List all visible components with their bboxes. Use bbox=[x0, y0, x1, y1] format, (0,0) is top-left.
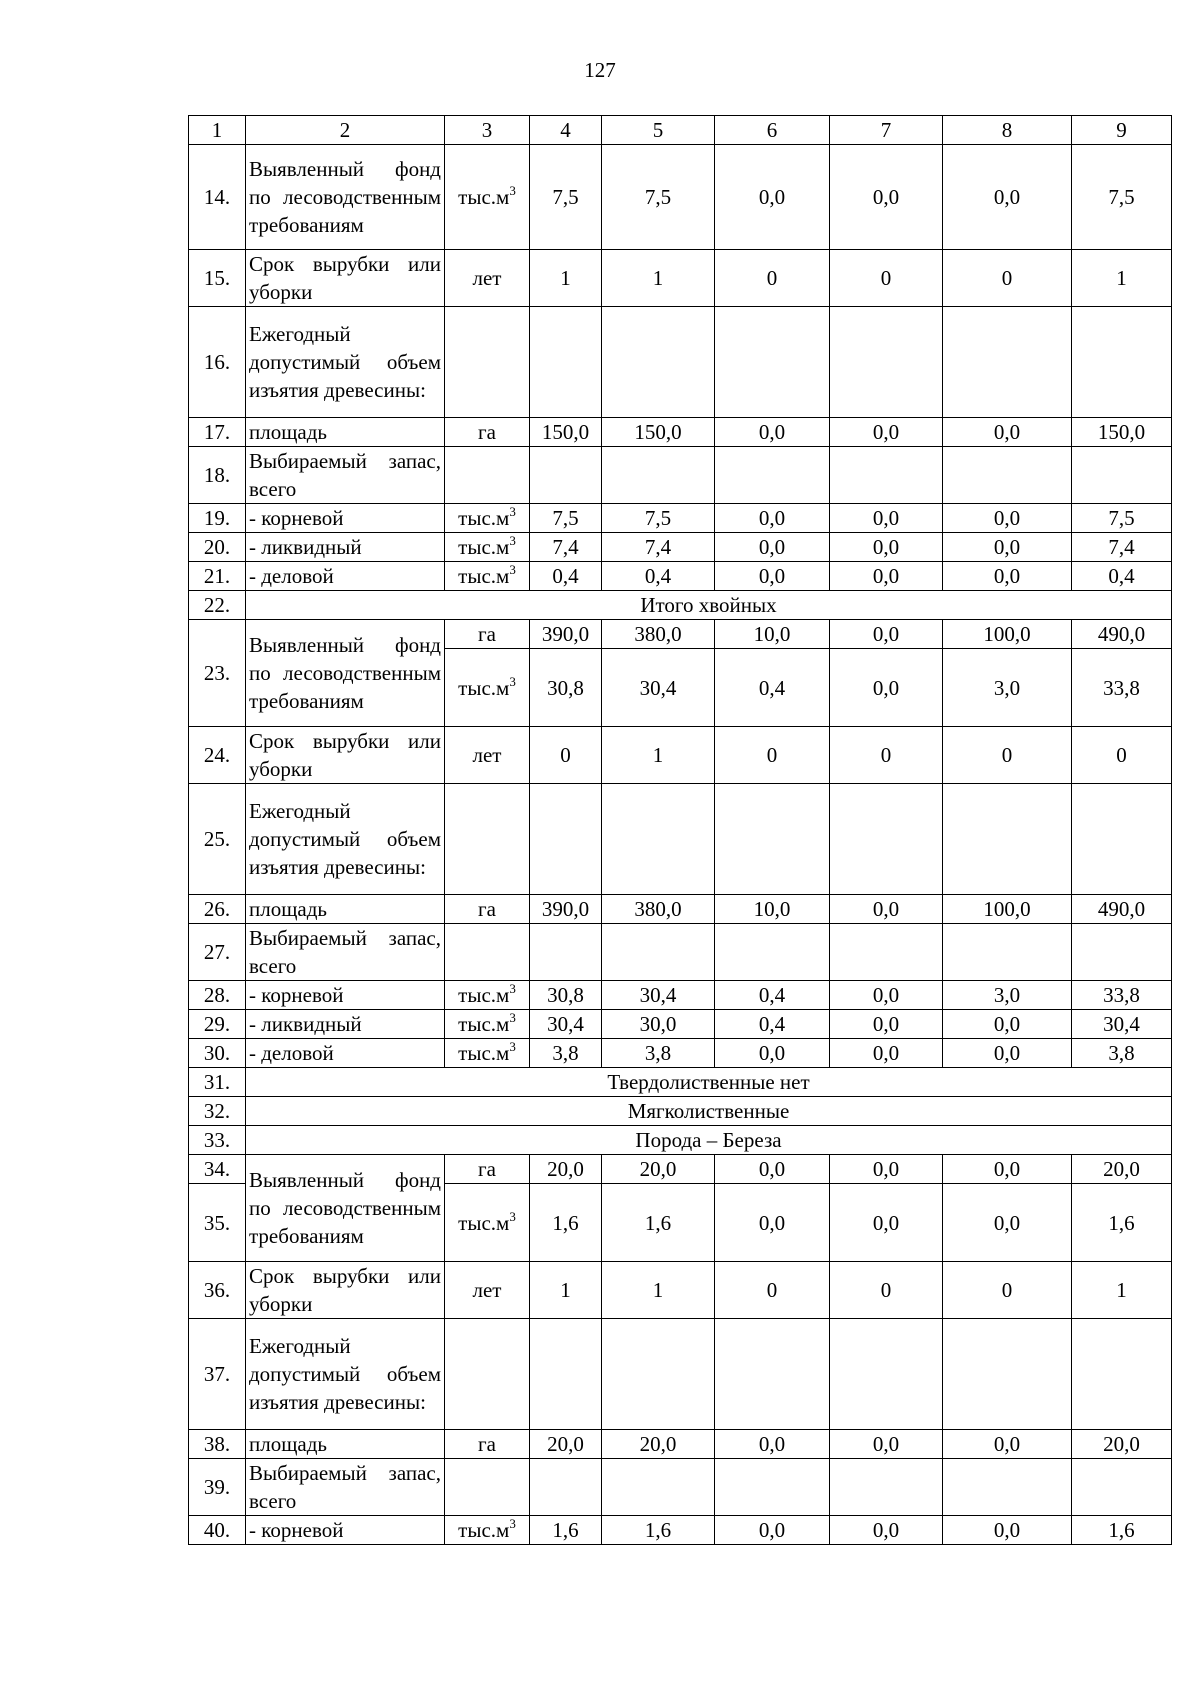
value-cell: 0,0 bbox=[715, 504, 830, 533]
table-row bbox=[189, 1010, 1172, 1039]
row-number: 32. bbox=[189, 1097, 246, 1126]
value-cell: 100,0 bbox=[943, 620, 1072, 649]
value-cell: 1 bbox=[530, 250, 602, 307]
indicator-name: Выбираемый запас, всего bbox=[246, 924, 445, 981]
value-cell: 0 bbox=[715, 1262, 830, 1319]
indicator-name: площадь bbox=[246, 895, 445, 924]
value-cell: 380,0 bbox=[602, 895, 715, 924]
value-cell: 380,0 bbox=[602, 620, 715, 649]
column-number-header: 3 bbox=[445, 116, 530, 145]
unit-cell bbox=[445, 1010, 530, 1039]
value-cell bbox=[943, 924, 1072, 981]
table-row bbox=[189, 1459, 1172, 1516]
value-cell: 1 bbox=[1072, 1262, 1172, 1319]
unit-exponent: 3 bbox=[509, 562, 516, 577]
row-number: 19. bbox=[189, 504, 246, 533]
value-cell: 1,6 bbox=[1072, 1184, 1172, 1262]
unit-cell bbox=[445, 447, 530, 504]
row-number: 25. bbox=[189, 784, 246, 895]
value-cell bbox=[715, 784, 830, 895]
table-row bbox=[189, 1262, 1172, 1319]
unit-cell bbox=[445, 1155, 530, 1184]
value-cell: 20,0 bbox=[602, 1430, 715, 1459]
value-cell: 0,0 bbox=[715, 1155, 830, 1184]
value-cell: 30,8 bbox=[530, 981, 602, 1010]
table-row bbox=[189, 307, 1172, 418]
value-cell: 390,0 bbox=[530, 895, 602, 924]
value-cell: 1 bbox=[602, 727, 715, 784]
row-number: 37. bbox=[189, 1319, 246, 1430]
value-cell bbox=[830, 307, 943, 418]
value-cell bbox=[715, 447, 830, 504]
column-number-header: 1 bbox=[189, 116, 246, 145]
unit-text: тыс.м bbox=[458, 1210, 510, 1235]
value-cell bbox=[830, 1459, 943, 1516]
table-row bbox=[189, 447, 1172, 504]
value-cell: 7,4 bbox=[530, 533, 602, 562]
value-cell: 30,0 bbox=[602, 1010, 715, 1039]
value-cell bbox=[1072, 447, 1172, 504]
value-cell bbox=[602, 1319, 715, 1430]
table-row bbox=[189, 145, 1172, 250]
unit-cell bbox=[445, 895, 530, 924]
unit-cell bbox=[445, 250, 530, 307]
value-cell: 1,6 bbox=[530, 1516, 602, 1545]
value-cell: 0,0 bbox=[830, 418, 943, 447]
value-cell: 0,0 bbox=[830, 1430, 943, 1459]
value-cell: 0,4 bbox=[530, 562, 602, 591]
value-cell: 0,0 bbox=[715, 1516, 830, 1545]
table-row bbox=[189, 1430, 1172, 1459]
value-cell: 0,0 bbox=[830, 1010, 943, 1039]
column-number-header: 7 bbox=[830, 116, 943, 145]
value-cell: 0 bbox=[530, 727, 602, 784]
unit-cell bbox=[445, 784, 530, 895]
unit-cell bbox=[445, 1319, 530, 1430]
indicator-name: Ежегодный допустимый объем изъятия древесины: bbox=[246, 307, 445, 418]
page-number: 127 bbox=[584, 58, 616, 82]
value-cell: 0,0 bbox=[943, 418, 1072, 447]
section-row bbox=[189, 1097, 1172, 1126]
unit-text: лет bbox=[472, 743, 502, 767]
table-row bbox=[189, 1516, 1172, 1545]
value-cell bbox=[715, 924, 830, 981]
indicator-name: Срок вырубки или уборки bbox=[246, 250, 445, 307]
unit-cell bbox=[445, 1459, 530, 1516]
value-cell bbox=[602, 307, 715, 418]
section-title: Мягколиственные bbox=[246, 1097, 1172, 1126]
value-cell: 490,0 bbox=[1072, 895, 1172, 924]
value-cell: 20,0 bbox=[1072, 1430, 1172, 1459]
value-cell bbox=[602, 1459, 715, 1516]
indicator-name: - корневой bbox=[246, 504, 445, 533]
value-cell bbox=[602, 784, 715, 895]
unit-text: тыс.м bbox=[458, 506, 510, 530]
value-cell: 0 bbox=[830, 1262, 943, 1319]
table-row bbox=[189, 1155, 1172, 1184]
value-cell: 390,0 bbox=[530, 620, 602, 649]
value-cell bbox=[530, 447, 602, 504]
value-cell: 0,4 bbox=[1072, 562, 1172, 591]
value-cell bbox=[830, 447, 943, 504]
value-cell: 0,0 bbox=[830, 649, 943, 727]
unit-cell bbox=[445, 981, 530, 1010]
unit-text: га bbox=[478, 420, 496, 444]
indicator-name: - корневой bbox=[246, 1516, 445, 1545]
value-cell: 0 bbox=[830, 727, 943, 784]
indicator-name: площадь bbox=[246, 1430, 445, 1459]
indicator-name: Срок вырубки или уборки bbox=[246, 727, 445, 784]
row-number: 16. bbox=[189, 307, 246, 418]
value-cell: 0,0 bbox=[830, 1155, 943, 1184]
value-cell: 30,4 bbox=[602, 649, 715, 727]
value-cell: 150,0 bbox=[530, 418, 602, 447]
value-cell: 20,0 bbox=[602, 1155, 715, 1184]
value-cell bbox=[1072, 307, 1172, 418]
value-cell bbox=[943, 784, 1072, 895]
value-cell bbox=[830, 924, 943, 981]
unit-cell bbox=[445, 1516, 530, 1545]
value-cell: 7,4 bbox=[1072, 533, 1172, 562]
value-cell: 0 bbox=[943, 1262, 1072, 1319]
indicator-name: Срок вырубки или уборки bbox=[246, 1262, 445, 1319]
value-cell: 30,4 bbox=[1072, 1010, 1172, 1039]
table-row bbox=[189, 1319, 1172, 1430]
value-cell: 3,0 bbox=[943, 649, 1072, 727]
unit-exponent: 3 bbox=[509, 981, 516, 996]
row-number: 36. bbox=[189, 1262, 246, 1319]
section-title: Твердолиственные нет bbox=[246, 1068, 1172, 1097]
value-cell: 0,0 bbox=[830, 1184, 943, 1262]
value-cell: 3,8 bbox=[1072, 1039, 1172, 1068]
section-row bbox=[189, 1126, 1172, 1155]
value-cell: 150,0 bbox=[1072, 418, 1172, 447]
value-cell: 0,0 bbox=[830, 562, 943, 591]
section-title: Итого хвойных bbox=[246, 591, 1172, 620]
unit-text: га bbox=[478, 1157, 496, 1181]
column-number-header: 6 bbox=[715, 116, 830, 145]
unit-cell bbox=[445, 649, 530, 727]
value-cell: 0,4 bbox=[715, 649, 830, 727]
value-cell bbox=[943, 307, 1072, 418]
value-cell: 0,0 bbox=[830, 533, 943, 562]
value-cell: 1 bbox=[530, 1262, 602, 1319]
table-row bbox=[189, 727, 1172, 784]
value-cell: 7,4 bbox=[602, 533, 715, 562]
value-cell bbox=[602, 924, 715, 981]
unit-cell bbox=[445, 145, 530, 250]
value-cell: 0,0 bbox=[715, 1039, 830, 1068]
value-cell bbox=[530, 1459, 602, 1516]
unit-exponent: 3 bbox=[509, 183, 516, 198]
unit-text: тыс.м bbox=[458, 1518, 510, 1542]
unit-text: тыс.м bbox=[458, 564, 510, 588]
unit-text: тыс.м bbox=[458, 1041, 510, 1065]
indicator-name: - ликвидный bbox=[246, 533, 445, 562]
value-cell: 490,0 bbox=[1072, 620, 1172, 649]
unit-cell bbox=[445, 1430, 530, 1459]
unit-cell bbox=[445, 620, 530, 649]
value-cell: 0,0 bbox=[715, 1430, 830, 1459]
unit-text: тыс.м bbox=[458, 983, 510, 1007]
unit-cell bbox=[445, 562, 530, 591]
value-cell bbox=[943, 1319, 1072, 1430]
value-cell: 0,4 bbox=[602, 562, 715, 591]
unit-text: лет bbox=[472, 266, 502, 290]
value-cell bbox=[530, 784, 602, 895]
value-cell: 0,0 bbox=[715, 533, 830, 562]
value-cell: 20,0 bbox=[530, 1155, 602, 1184]
value-cell: 0,0 bbox=[943, 1516, 1072, 1545]
value-cell: 1 bbox=[602, 250, 715, 307]
value-cell: 3,8 bbox=[530, 1039, 602, 1068]
column-number-header: 9 bbox=[1072, 116, 1172, 145]
unit-text: тыс.м bbox=[458, 1012, 510, 1036]
unit-exponent: 3 bbox=[509, 1516, 516, 1531]
value-cell: 0 bbox=[1072, 727, 1172, 784]
unit-text: лет bbox=[472, 1278, 502, 1302]
value-cell bbox=[1072, 924, 1172, 981]
value-cell: 0,0 bbox=[830, 1516, 943, 1545]
table-row bbox=[189, 981, 1172, 1010]
value-cell: 0,0 bbox=[943, 1184, 1072, 1262]
table-row bbox=[189, 784, 1172, 895]
value-cell: 0 bbox=[943, 250, 1072, 307]
value-cell: 0,0 bbox=[830, 895, 943, 924]
column-number-header: 4 bbox=[530, 116, 602, 145]
row-number: 39. bbox=[189, 1459, 246, 1516]
indicator-name: Выбираемый запас, всего bbox=[246, 447, 445, 504]
table-row bbox=[189, 924, 1172, 981]
indicator-name: - ликвидный bbox=[246, 1010, 445, 1039]
value-cell bbox=[1072, 1459, 1172, 1516]
row-number: 21. bbox=[189, 562, 246, 591]
value-cell bbox=[830, 784, 943, 895]
row-number: 35. bbox=[189, 1184, 246, 1262]
value-cell: 1 bbox=[1072, 250, 1172, 307]
value-cell bbox=[530, 1319, 602, 1430]
section-title: Порода – Береза bbox=[246, 1126, 1172, 1155]
column-number-header: 5 bbox=[602, 116, 715, 145]
value-cell bbox=[530, 307, 602, 418]
value-cell: 150,0 bbox=[602, 418, 715, 447]
value-cell bbox=[943, 1459, 1072, 1516]
unit-exponent: 3 bbox=[509, 504, 516, 519]
value-cell: 7,5 bbox=[1072, 504, 1172, 533]
value-cell: 0,0 bbox=[830, 1039, 943, 1068]
table-row bbox=[189, 504, 1172, 533]
value-cell: 1,6 bbox=[602, 1184, 715, 1262]
unit-text: га bbox=[478, 1432, 496, 1456]
table-row bbox=[189, 895, 1172, 924]
unit-exponent: 3 bbox=[509, 533, 516, 548]
value-cell: 3,8 bbox=[602, 1039, 715, 1068]
unit-text: тыс.м bbox=[458, 535, 510, 559]
value-cell: 0,0 bbox=[943, 533, 1072, 562]
row-number: 17. bbox=[189, 418, 246, 447]
value-cell: 0,0 bbox=[943, 1010, 1072, 1039]
row-number: 22. bbox=[189, 591, 246, 620]
unit-cell bbox=[445, 924, 530, 981]
value-cell: 7,5 bbox=[602, 145, 715, 250]
value-cell: 7,5 bbox=[530, 504, 602, 533]
indicator-name: Ежегодный допустимый объем изъятия древесины: bbox=[246, 784, 445, 895]
value-cell bbox=[715, 1319, 830, 1430]
section-row bbox=[189, 591, 1172, 620]
value-cell: 0,0 bbox=[943, 145, 1072, 250]
value-cell: 0,4 bbox=[715, 1010, 830, 1039]
value-cell: 0 bbox=[715, 727, 830, 784]
forest-fund-table bbox=[188, 115, 1172, 1545]
value-cell: 0,0 bbox=[830, 620, 943, 649]
value-cell: 1,6 bbox=[530, 1184, 602, 1262]
unit-exponent: 3 bbox=[509, 1010, 516, 1025]
table-row bbox=[189, 620, 1172, 649]
unit-exponent: 3 bbox=[509, 673, 516, 689]
column-number-header: 8 bbox=[943, 116, 1072, 145]
unit-cell bbox=[445, 307, 530, 418]
indicator-name: - корневой bbox=[246, 981, 445, 1010]
value-cell: 0,0 bbox=[943, 1430, 1072, 1459]
value-cell: 1 bbox=[602, 1262, 715, 1319]
value-cell: 10,0 bbox=[715, 620, 830, 649]
unit-exponent: 3 bbox=[509, 1208, 516, 1224]
value-cell bbox=[1072, 784, 1172, 895]
value-cell: 0 bbox=[715, 250, 830, 307]
unit-cell bbox=[445, 727, 530, 784]
indicator-name: Выбираемый запас, всего bbox=[246, 1459, 445, 1516]
table-row bbox=[189, 250, 1172, 307]
table-row bbox=[189, 562, 1172, 591]
unit-cell bbox=[445, 533, 530, 562]
value-cell: 0,0 bbox=[943, 1155, 1072, 1184]
indicator-name: - деловой bbox=[246, 1039, 445, 1068]
indicator-name: Выявленный фонд по лесоводственным требованиям bbox=[246, 620, 445, 727]
value-cell: 0,0 bbox=[715, 562, 830, 591]
row-number: 15. bbox=[189, 250, 246, 307]
value-cell: 0,0 bbox=[830, 504, 943, 533]
value-cell: 3,0 bbox=[943, 981, 1072, 1010]
row-number: 33. bbox=[189, 1126, 246, 1155]
value-cell: 0 bbox=[830, 250, 943, 307]
value-cell: 1,6 bbox=[602, 1516, 715, 1545]
row-number: 40. bbox=[189, 1516, 246, 1545]
value-cell: 0,0 bbox=[715, 145, 830, 250]
row-number: 38. bbox=[189, 1430, 246, 1459]
section-row bbox=[189, 1068, 1172, 1097]
row-number: 34. bbox=[189, 1155, 246, 1184]
value-cell bbox=[943, 447, 1072, 504]
value-cell: 0,0 bbox=[943, 562, 1072, 591]
value-cell: 7,5 bbox=[602, 504, 715, 533]
value-cell: 0,0 bbox=[943, 504, 1072, 533]
value-cell: 100,0 bbox=[943, 895, 1072, 924]
value-cell: 33,8 bbox=[1072, 981, 1172, 1010]
unit-text: тыс.м bbox=[458, 185, 510, 209]
unit-exponent: 3 bbox=[509, 1039, 516, 1054]
indicator-name: площадь bbox=[246, 418, 445, 447]
table-row bbox=[189, 533, 1172, 562]
unit-cell bbox=[445, 1039, 530, 1068]
indicator-name: Ежегодный допустимый объем изъятия древесины: bbox=[246, 1319, 445, 1430]
indicator-name: - деловой bbox=[246, 562, 445, 591]
indicator-name: Выявленный фонд по лесоводственным требованиям bbox=[246, 145, 445, 250]
value-cell: 7,5 bbox=[530, 145, 602, 250]
value-cell: 30,4 bbox=[602, 981, 715, 1010]
table-row bbox=[189, 1039, 1172, 1068]
value-cell: 20,0 bbox=[530, 1430, 602, 1459]
value-cell: 1,6 bbox=[1072, 1516, 1172, 1545]
unit-text: га bbox=[478, 897, 496, 921]
table-header-row bbox=[189, 116, 1172, 145]
column-number-header: 2 bbox=[246, 116, 445, 145]
value-cell: 0,0 bbox=[715, 1184, 830, 1262]
value-cell bbox=[530, 924, 602, 981]
row-number: 29. bbox=[189, 1010, 246, 1039]
value-cell bbox=[830, 1319, 943, 1430]
row-number: 24. bbox=[189, 727, 246, 784]
row-number: 28. bbox=[189, 981, 246, 1010]
value-cell: 0,4 bbox=[715, 981, 830, 1010]
row-number: 27. bbox=[189, 924, 246, 981]
table-row bbox=[189, 418, 1172, 447]
value-cell: 30,8 bbox=[530, 649, 602, 727]
value-cell: 0,0 bbox=[715, 418, 830, 447]
row-number: 14. bbox=[189, 145, 246, 250]
value-cell bbox=[1072, 1319, 1172, 1430]
row-number: 30. bbox=[189, 1039, 246, 1068]
unit-cell bbox=[445, 418, 530, 447]
value-cell bbox=[715, 1459, 830, 1516]
value-cell: 33,8 bbox=[1072, 649, 1172, 727]
value-cell: 20,0 bbox=[1072, 1155, 1172, 1184]
row-number: 23. bbox=[189, 620, 246, 727]
value-cell: 0,0 bbox=[830, 145, 943, 250]
value-cell: 30,4 bbox=[530, 1010, 602, 1039]
unit-cell bbox=[445, 1262, 530, 1319]
unit-cell bbox=[445, 1184, 530, 1262]
value-cell bbox=[602, 447, 715, 504]
unit-text: га bbox=[478, 622, 496, 646]
row-number: 20. bbox=[189, 533, 246, 562]
indicator-name: Выявленный фонд по лесоводственным требованиям bbox=[246, 1155, 445, 1262]
unit-cell bbox=[445, 504, 530, 533]
value-cell: 0 bbox=[943, 727, 1072, 784]
value-cell: 10,0 bbox=[715, 895, 830, 924]
row-number: 31. bbox=[189, 1068, 246, 1097]
value-cell: 7,5 bbox=[1072, 145, 1172, 250]
unit-text: тыс.м bbox=[458, 675, 510, 700]
row-number: 18. bbox=[189, 447, 246, 504]
row-number: 26. bbox=[189, 895, 246, 924]
value-cell bbox=[715, 307, 830, 418]
value-cell: 0,0 bbox=[830, 981, 943, 1010]
value-cell: 0,0 bbox=[943, 1039, 1072, 1068]
